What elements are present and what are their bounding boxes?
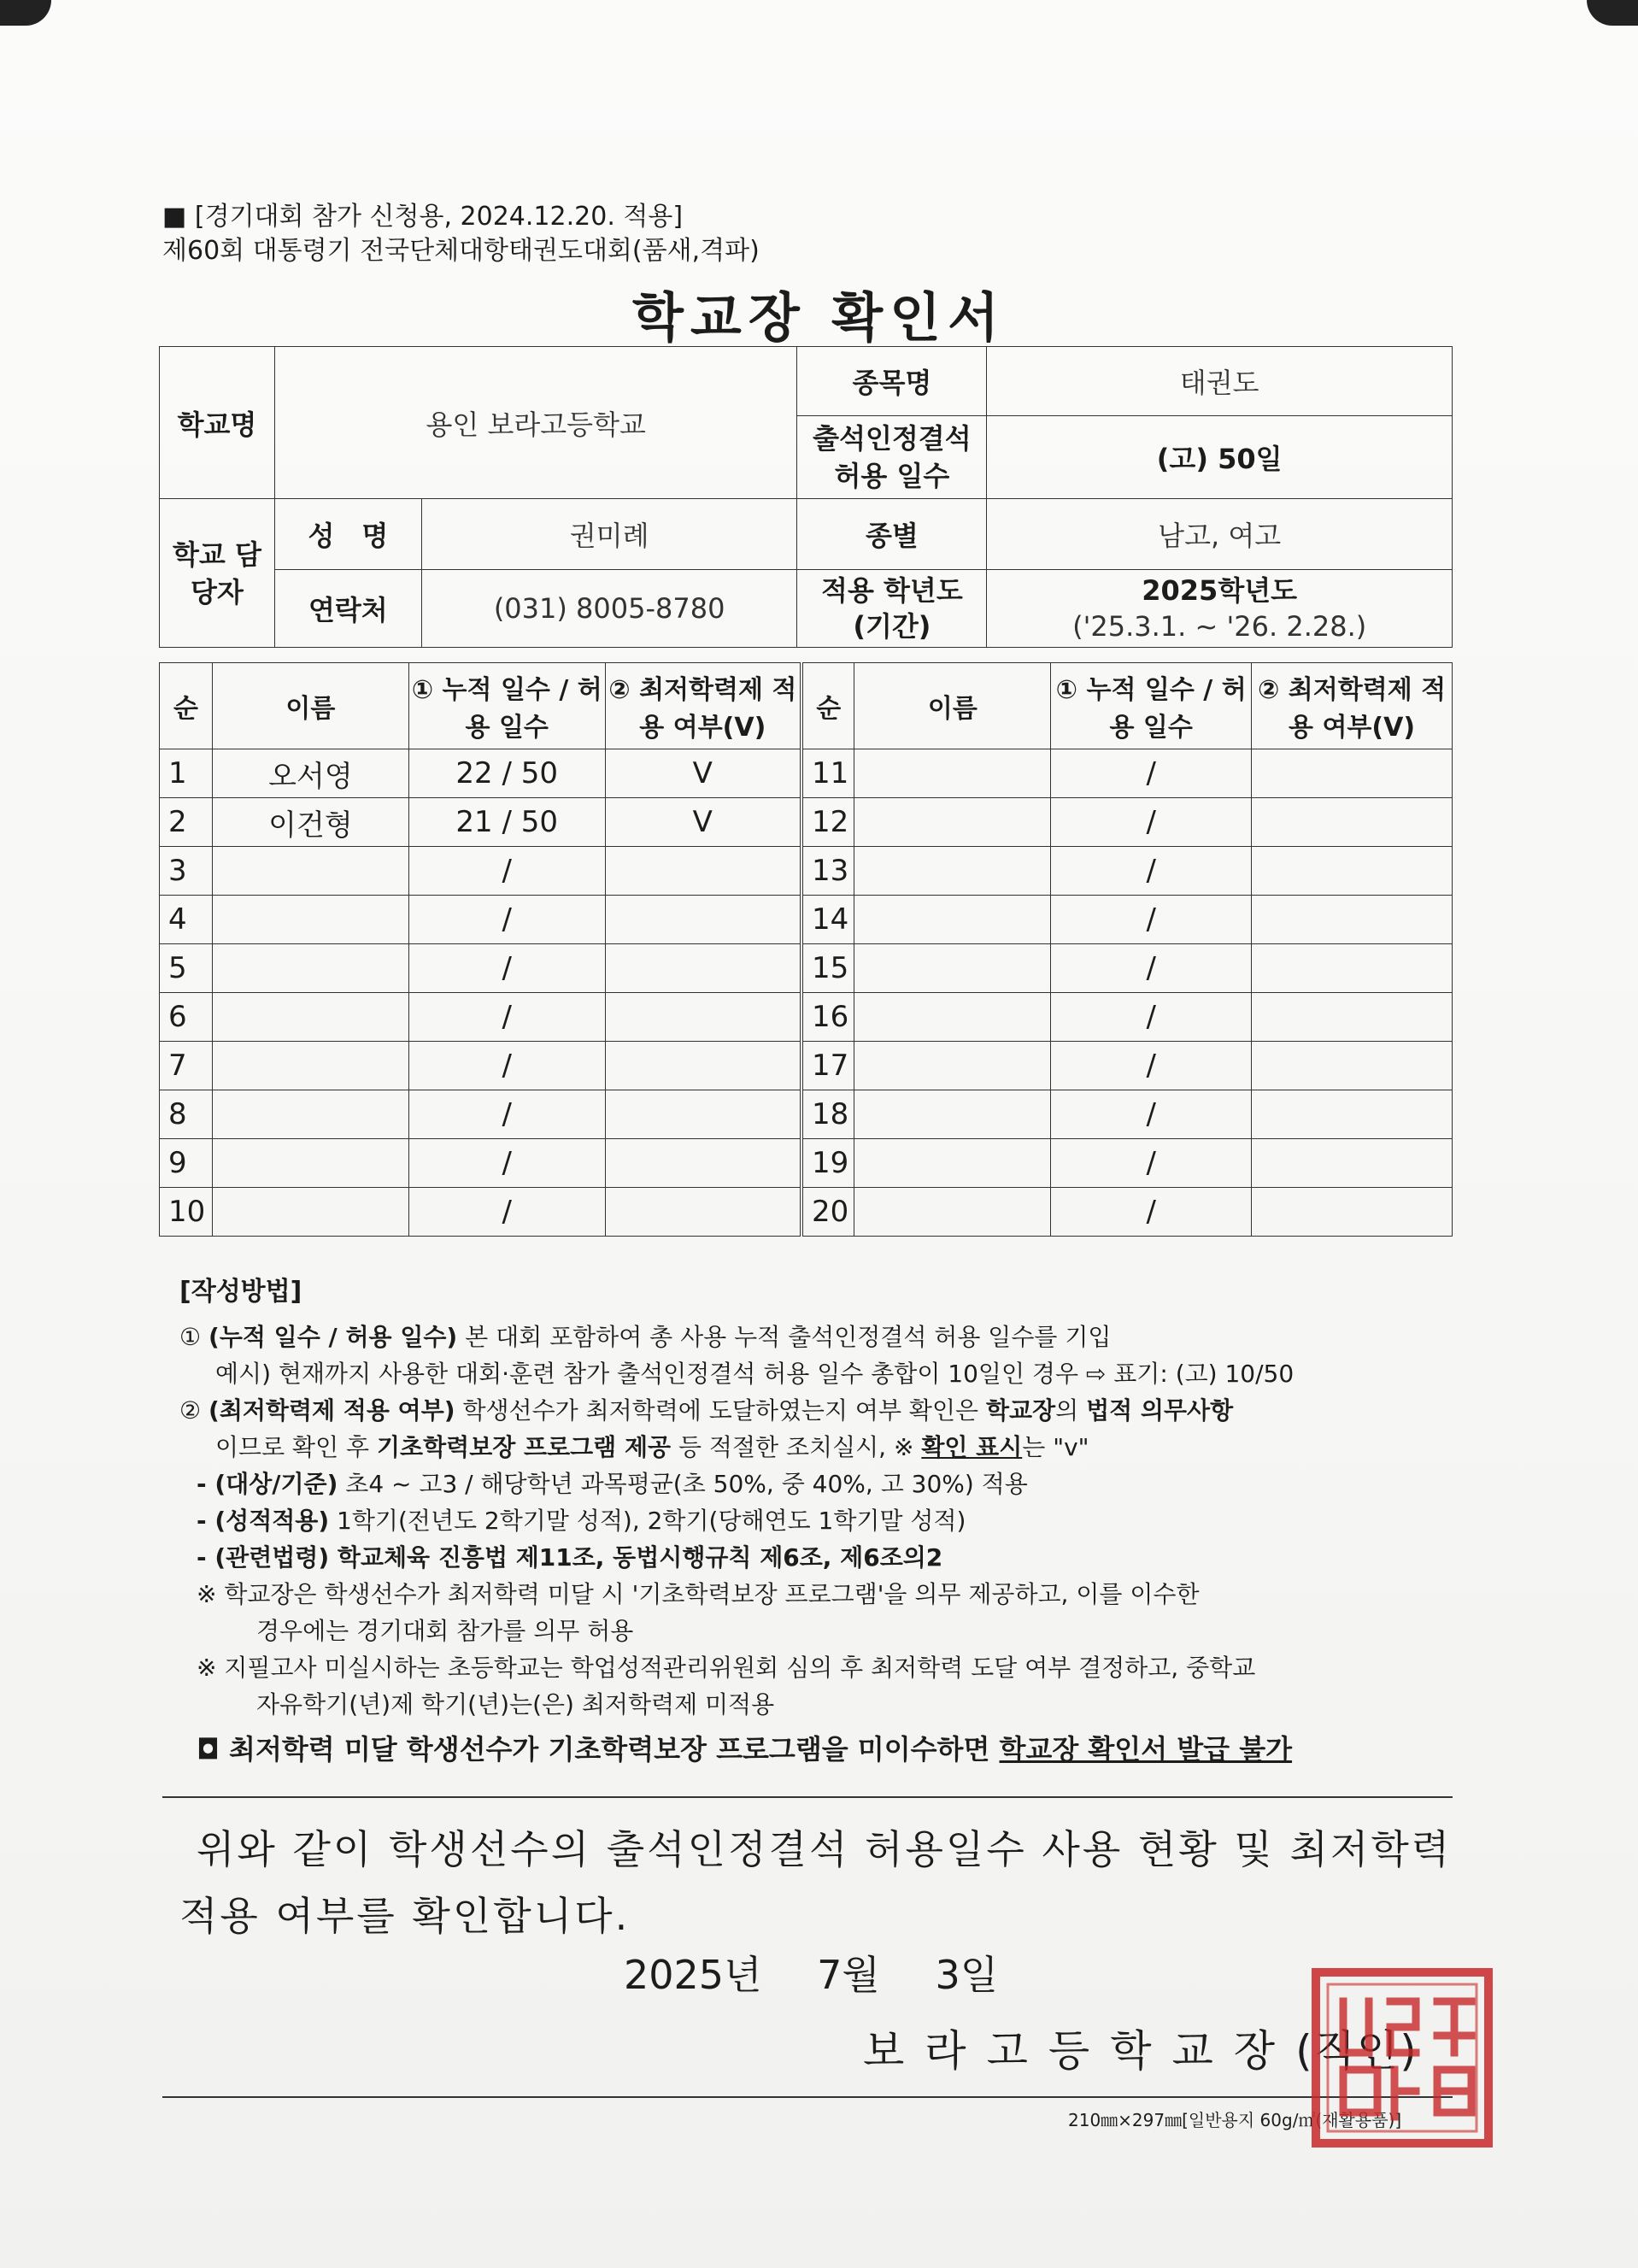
- student-name: [854, 896, 1051, 944]
- writing-guide: [179, 1273, 1461, 1768]
- row-number: 11: [801, 749, 854, 798]
- cumulative-days: /: [1051, 1042, 1252, 1090]
- table-row: [160, 944, 1453, 993]
- guide-item1-number: ①: [179, 1323, 202, 1351]
- cumulative-days: /: [408, 1139, 605, 1188]
- cumulative-days: /: [1051, 1090, 1252, 1139]
- cumulative-days: /: [408, 1090, 605, 1139]
- allowed-days-label: 출석인정결석 허용 일수: [797, 416, 987, 499]
- row-number: 7: [160, 1042, 213, 1090]
- confirm-line1: 위와 같이 학생선수의 출석인정결석 허용일수 사용 현황 및 최저학력: [197, 1826, 1453, 1872]
- student-name: [212, 1042, 408, 1090]
- school-label: 학교명: [160, 347, 275, 499]
- minimum-standard-check: [605, 1090, 801, 1139]
- row-number: 3: [160, 847, 213, 896]
- minimum-standard-check: V: [605, 798, 801, 847]
- seal-placeholder: (직인): [1295, 2026, 1418, 2076]
- phone-label: 연락처: [274, 570, 421, 648]
- final-notice-emph: 학교장 확인서 발급 불가: [999, 1733, 1293, 1766]
- cumulative-days: /: [408, 847, 605, 896]
- cumulative-days: /: [1051, 896, 1252, 944]
- divider-line: [162, 2096, 1453, 2098]
- student-name: [854, 944, 1051, 993]
- cumulative-days: /: [1051, 1139, 1252, 1188]
- cumulative-days: /: [1051, 944, 1252, 993]
- event-label: 종목명: [797, 347, 987, 416]
- school-value: 용인 보라고등학교: [274, 347, 797, 499]
- gender-label: 종별: [797, 499, 987, 570]
- guide-item1-text: 본 대회 포함하여 총 사용 누적 출석인정결석 허용 일수를 기입: [457, 1323, 1112, 1351]
- row-number: 12: [801, 798, 854, 847]
- minimum-standard-check: [1252, 749, 1453, 798]
- guide-item2-emph: 학교장: [985, 1396, 1056, 1425]
- cumulative-days: /: [408, 944, 605, 993]
- minimum-standard-check: [1252, 1139, 1453, 1188]
- cumulative-days: 21 / 50: [408, 798, 605, 847]
- minimum-standard-check: [1252, 993, 1453, 1042]
- cumulative-days: /: [408, 1042, 605, 1090]
- guide-sub-title: - (관련법령) 학교체육 진흥법 제11조, 동법시행규칙 제6조, 제6조의2: [197, 1543, 943, 1572]
- row-number: 13: [801, 847, 854, 896]
- cumulative-days: /: [408, 1188, 605, 1237]
- phone-value: (031) 8005-8780: [421, 570, 797, 648]
- minimum-standard-check: [1252, 896, 1453, 944]
- final-notice-text: 최저학력 미달 학생선수가 기초학력보장 프로그램을 미이수하면: [219, 1733, 1000, 1766]
- student-name: [854, 798, 1051, 847]
- table-row: [160, 798, 1453, 847]
- row-number: 4: [160, 896, 213, 944]
- student-name: 오서영: [212, 749, 408, 798]
- minimum-standard-check: [605, 896, 801, 944]
- row-number: 2: [160, 798, 213, 847]
- name-value: 권미례: [421, 499, 797, 570]
- student-name: [854, 1090, 1051, 1139]
- row-number: 15: [801, 944, 854, 993]
- student-name: [212, 1188, 408, 1237]
- col-num-header: 순: [801, 663, 854, 749]
- principal-title: 보라고등학교장: [863, 2026, 1296, 2076]
- guide-note: ※ 지필고사 미실시하는 초등학교는 학업성적관리위원회 심의 후 최저학력 도달 여부 결정하고, 중학교: [197, 1654, 1256, 1682]
- guide-item1-example: 예시) 현재까지 사용한 대회·훈련 참가 출석인정결석 허용 일수 총합이 10일인 경우 ⇨ 표기: (고) 10/50: [215, 1360, 1295, 1388]
- cumulative-days: 22 / 50: [408, 749, 605, 798]
- row-number: 8: [160, 1090, 213, 1139]
- student-name: [212, 993, 408, 1042]
- row-number: 5: [160, 944, 213, 993]
- col-name-header: 이름: [212, 663, 408, 749]
- guide-item2-title: (최저학력제 적용 여부): [208, 1396, 455, 1425]
- row-number: 9: [160, 1139, 213, 1188]
- minimum-standard-check: [1252, 944, 1453, 993]
- minimum-standard-check: [605, 1188, 801, 1237]
- row-number: 20: [801, 1188, 854, 1237]
- col-applied-header: ② 최저학력제 적용 여부(V): [605, 663, 801, 749]
- cumulative-days: /: [1051, 749, 1252, 798]
- student-name: 이건형: [212, 798, 408, 847]
- school-info-table: [159, 346, 1453, 648]
- scan-corner: [1587, 0, 1638, 26]
- cumulative-days: /: [1051, 798, 1252, 847]
- guide-sub-text: 1학기(전년도 2학기말 성적), 2학기(당해연도 1학기말 성적): [329, 1507, 966, 1535]
- allowed-days-value: (고) 50일: [987, 416, 1453, 499]
- divider-line: [162, 1796, 1453, 1798]
- form-usage-note: ■ [경기대회 참가 신청용, 2024.12.20. 적용]: [162, 202, 684, 232]
- student-name: [854, 749, 1051, 798]
- event-value: 태권도: [987, 347, 1453, 416]
- student-name: [854, 1139, 1051, 1188]
- guide-heading: [작성방법]: [179, 1277, 302, 1307]
- minimum-standard-check: [1252, 798, 1453, 847]
- row-number: 1: [160, 749, 213, 798]
- guide-item2-emph: 기초학력보장 프로그램 제공: [377, 1433, 672, 1461]
- guide-sub-title: - (성적적용): [197, 1507, 330, 1535]
- col-num-header: 순: [160, 663, 213, 749]
- guide-note-cont: 자유학기(년)제 학기(년)는(은) 최저학력제 미적용: [256, 1690, 775, 1719]
- table-row: [160, 847, 1453, 896]
- confirmation-statement: [179, 1816, 1453, 1949]
- col-applied-header: ② 최저학력제 적용 여부(V): [1252, 663, 1453, 749]
- minimum-standard-check: [605, 1042, 801, 1090]
- minimum-standard-check: [1252, 1090, 1453, 1139]
- guide-note-cont: 경우에는 경기대회 참가를 의무 허용: [256, 1617, 634, 1645]
- row-number: 19: [801, 1139, 854, 1188]
- student-name: [212, 1090, 408, 1139]
- row-number: 17: [801, 1042, 854, 1090]
- table-row: [160, 1188, 1453, 1237]
- row-number: 14: [801, 896, 854, 944]
- student-name: [212, 944, 408, 993]
- guide-item2-cont: 등 적절한 조치실시, ※: [671, 1433, 922, 1461]
- confirm-line2: 적용 여부를 확인합니다.: [179, 1893, 631, 1939]
- student-name: [854, 993, 1051, 1042]
- cumulative-days: /: [1051, 1188, 1252, 1237]
- cumulative-days: /: [1051, 993, 1252, 1042]
- table-row: [160, 1139, 1453, 1188]
- student-name: [212, 847, 408, 896]
- guide-item2-number: ②: [179, 1396, 202, 1425]
- guide-note: ※ 학교장은 학생선수가 최저학력 미달 시 '기초학력보장 프로그램'을 의무 제공하고, 이를 이수한: [197, 1580, 1200, 1608]
- minimum-standard-check: [605, 1139, 801, 1188]
- guide-item2-cont: 이므로 확인 후: [215, 1433, 377, 1461]
- minimum-standard-check: [1252, 1188, 1453, 1237]
- seal-stamp-icon: [1309, 1967, 1495, 2148]
- table-row: [160, 1042, 1453, 1090]
- cumulative-days: /: [408, 896, 605, 944]
- guide-sub-text: 초4 ~ 고3 / 해당학년 과목평균(초 50%, 중 40%, 고 30%) 적용: [338, 1470, 1028, 1498]
- row-number: 18: [801, 1090, 854, 1139]
- gender-value: 남고, 여고: [987, 499, 1453, 570]
- minimum-standard-check: [605, 993, 801, 1042]
- notice-icon: ◘: [197, 1733, 220, 1766]
- student-list-table: [159, 662, 1453, 1237]
- col-days-header: ① 누적 일수 / 허용 일수: [1051, 663, 1252, 749]
- scan-corner: [0, 0, 51, 26]
- row-number: 16: [801, 993, 854, 1042]
- guide-item1-title: (누적 일수 / 허용 일수): [208, 1323, 458, 1351]
- year-label: 적용 학년도 (기간): [797, 570, 987, 648]
- student-name: [854, 1042, 1051, 1090]
- minimum-standard-check: [1252, 1042, 1453, 1090]
- table-row: [160, 749, 1453, 798]
- minimum-standard-check: [605, 944, 801, 993]
- issue-date: 2025년 7월 3일: [624, 1952, 999, 1998]
- event-name: 제60회 대통령기 전국단체대항태권도대회(품새,격파): [162, 236, 760, 266]
- minimum-standard-check: V: [605, 749, 801, 798]
- student-name: [854, 1188, 1051, 1237]
- year-value: 2025학년도: [1142, 574, 1298, 607]
- table-row: [160, 1090, 1453, 1139]
- guide-item2-emph: 법적 의무사항: [1086, 1396, 1234, 1425]
- paper-spec: 210㎜×297㎜[일반용지 60g/㎡(재활용품)]: [1068, 2110, 1402, 2130]
- minimum-standard-check: [605, 847, 801, 896]
- row-number: 6: [160, 993, 213, 1042]
- year-period: ('25.3.1. ~ '26. 2.28.): [1072, 610, 1367, 643]
- guide-item2-cont: 는 "v": [1022, 1433, 1089, 1461]
- table-row: [160, 896, 1453, 944]
- row-number: 10: [160, 1188, 213, 1237]
- guide-item2-text: 학생선수가 최저학력에 도달하였는지 여부 확인은: [455, 1396, 986, 1425]
- minimum-standard-check: [1252, 847, 1453, 896]
- guide-sub-title: - (대상/기준): [197, 1470, 338, 1498]
- table-row: [160, 993, 1453, 1042]
- cumulative-days: /: [1051, 847, 1252, 896]
- student-name: [212, 896, 408, 944]
- student-name: [212, 1139, 408, 1188]
- col-days-header: ① 누적 일수 / 허용 일수: [408, 663, 605, 749]
- guide-item2-emph: 확인 표시: [921, 1433, 1023, 1461]
- guide-item2-text: 의: [1055, 1396, 1087, 1425]
- cumulative-days: /: [408, 993, 605, 1042]
- document-title: 학교장 확인서: [632, 286, 1006, 349]
- col-name-header: 이름: [854, 663, 1051, 749]
- contact-person-label: 학교 담당자: [160, 499, 275, 648]
- name-label: 성 명: [274, 499, 421, 570]
- student-name: [854, 847, 1051, 896]
